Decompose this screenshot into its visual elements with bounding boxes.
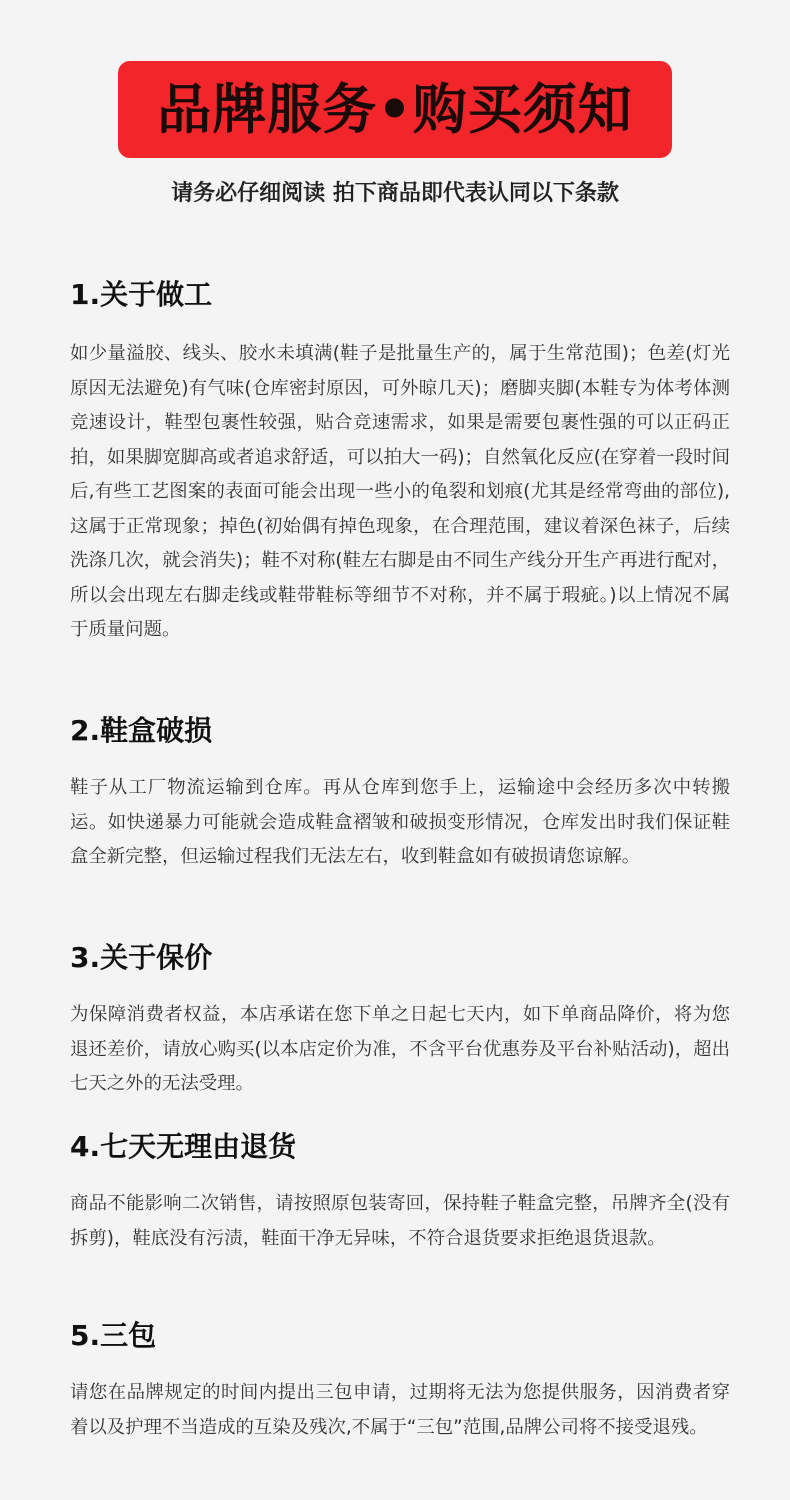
section-heading: 3.关于保价 <box>70 941 213 974</box>
title-banner <box>118 61 672 158</box>
section-body: 如少量溢胶、线头、胶水未填满(鞋子是批量生产的，属于生常范围)；色差(灯光原因无法避免)有气味(仓库密封原因，可外晾几天)；磨脚夹脚(本鞋专为体考体测竞速设计，鞋型包裹性较强，贴合竞速需求，如果是需要包裹性强的可以正码正拍，如果脚宽脚高或者追求舒适，可以拍大一码)；自然氧化反应(在穿着一段时间后,有些工艺图案的表面可能会出现一些小的龟裂和划痕(尤其是经常弯曲的部位),这属于正常现象；掉色(初始偶有掉色现象，在合理范围，建议着深色袜子，后续洗涤几次，就会消失)；鞋不对称(鞋左右脚是由不同生产线分开生产再进行配对，所以会出现左右脚走线或鞋带鞋标等细节不对称，并不属于瑕疵。)以上情况不属于质量问题。 <box>70 343 730 640</box>
section-price-protection <box>70 938 730 1102</box>
section-warranty <box>70 1316 730 1445</box>
section-workmanship <box>70 275 730 648</box>
section-heading: 2.鞋盒破损 <box>70 714 213 747</box>
section-seven-day-return <box>70 1127 730 1256</box>
section-body: 鞋子从工厂物流运输到仓库。再从仓库到您手上，运输途中会经历多次中转搬运。如快递暴力可能就会造成鞋盒褶皱和破损变形情况，仓库发出时我们保证鞋盒全新完整，但运输过程我们无法左右，收到鞋盒如有破损请您谅解。 <box>70 777 730 867</box>
section-body: 为保障消费者权益，本店承诺在您下单之日起七天内，如下单商品降价，将为您退还差价，请放心购买(以本店定价为准，不含平台优惠券及平台补贴活动)，超出七天之外的无法受理。 <box>70 1004 730 1094</box>
section-body: 商品不能影响二次销售，请按照原包装寄回，保持鞋子鞋盒完整，吊牌齐全(没有拆剪)，鞋底没有污渍，鞋面干净无异味，不符合退货要求拒绝退货退款。 <box>70 1193 730 1249</box>
section-heading: 5.三包 <box>70 1319 157 1352</box>
page-title: 品牌服务•购买须知 <box>157 77 633 141</box>
section-heading: 4.七天无理由退货 <box>70 1130 297 1163</box>
section-body: 请您在品牌规定的时间内提出三包申请，过期将无法为您提供服务，因消费者穿着以及护理不当造成的互染及残次,不属于“三包”范围,品牌公司将不接受退残。 <box>70 1382 730 1438</box>
section-box-damage <box>70 711 730 875</box>
page-subtitle: 请务必仔细阅读 拍下商品即代表认同以下条款 <box>171 181 619 206</box>
section-heading: 1.关于做工 <box>70 278 213 311</box>
